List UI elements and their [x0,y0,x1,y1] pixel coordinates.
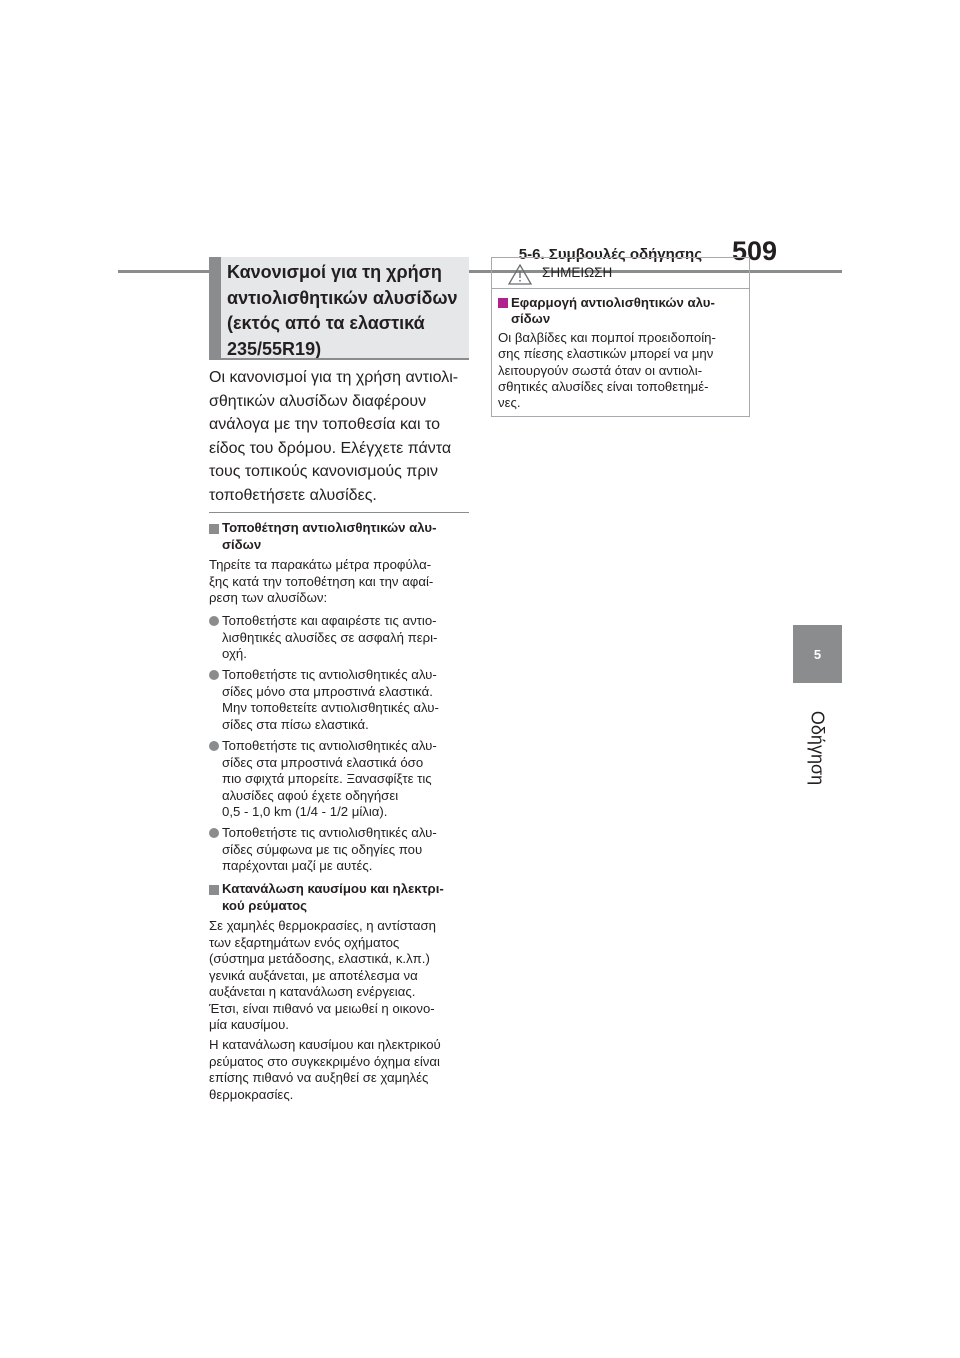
heading-line: (εκτός από τα ελαστικά [227,313,425,333]
subheading-line: σίδων [222,536,262,552]
bullet-line: σίδες μόνο στα μπροστινά ελαστικά. [222,683,433,699]
main-heading [209,257,469,358]
bullet-line: Τοποθετήστε και αφαιρέστε τις αντιο- [222,613,437,628]
note-subheading-line: σίδων [511,311,551,326]
note-body [498,330,716,411]
intro-line: Οι κανονισμοί για τη χρήση αντιολι- [209,369,459,386]
body-line: των εξαρτημάτων ενός οχήματος [209,934,400,950]
note-body-line: σης πίεσης ελαστικών μπορεί να μην [498,346,714,362]
bullet-item [209,825,437,875]
intro-paragraph [209,366,471,508]
body-line: θερμοκρασίες. [209,1086,294,1102]
note-subheading [498,295,715,327]
note-title: ΣΗΜΕΙΩΣΗ [542,265,613,280]
bullet-item [209,667,439,733]
body-line: (σύστημα μετάδοσης, ελαστικά, κ.λπ.) [209,951,430,966]
square-bullet-icon [498,298,508,308]
bullet-line: σίδες στα πίσω ελαστικά. [222,716,369,732]
bullet-line: αλυσίδες αφού έχετε οδηγήσει [222,787,399,803]
bullet-item [209,738,437,821]
fuel-paragraph-1 [209,918,436,1034]
subheading-fuel-consumption [209,881,444,914]
section-title: 5-6. Συμβουλές οδήγησης [518,246,702,263]
chapter-name: Οδήγηση [807,710,828,786]
body-line: ξης κατά την τοποθέτηση και την αφαί- [209,573,434,589]
warning-triangle-icon [508,264,532,285]
intro-line: σθητικών αλυσίδων διαφέρουν [209,392,427,410]
body-line: επίσης πιθανό να αυξηθεί σε χαμηλές [209,1070,429,1085]
heading-underline [209,358,469,360]
fuel-paragraph-2 [209,1037,441,1103]
body-line: Έτσι, είναι πιθανό να μειωθεί η οικονο- [209,1000,435,1016]
round-bullet-icon [209,741,219,751]
square-bullet-icon [209,524,219,534]
bullet-line: σίδες σύμφωνα με τις οδηγίες που [222,841,423,857]
heading-line: αντιολισθητικών αλυσίδων [227,287,458,308]
chain-fitting-intro [209,557,433,607]
chapter-number: 5 [813,646,822,662]
subheading-chain-fitting [209,520,436,553]
bullet-line: Τοποθετήστε τις αντιολισθητικές αλυ- [222,825,437,840]
subheading-line: κού ρεύματος [222,897,308,913]
bullet-line: Τοποθετήστε τις αντιολισθητικές αλυ- [222,738,437,753]
heading-line: Κανονισμοί για τη χρήση [227,262,442,282]
page-number: 509 [732,236,778,266]
intro-line: είδος του δρόμου. Ελέγχετε πάντα [209,439,452,457]
round-bullet-icon [209,828,219,838]
body-line: μία καυσίμου. [209,1017,289,1032]
note-body-line: σθητικές αλυσίδες είναι τοποθετημέ- [498,378,709,394]
bullet-line: παρέχονται μαζί με αυτές. [222,858,373,873]
bullet-line: σίδες στα μπροστινά ελαστικά όσο [222,754,424,770]
body-line: ρεση των αλυσίδων: [209,590,328,605]
intro-line: ανάλογα με την τοποθεσία και το [209,416,440,434]
note-body-line: λειτουργούν σωστά όταν οι αντιολι- [498,362,703,378]
body-line: Τηρείτε τα παρακάτω μέτρα προφύλα- [209,557,432,572]
intro-line: τους τοπικούς κανονισμούς πριν [209,463,438,481]
body-line: αυξάνεται η κατανάλωση ενέργειας. [209,984,416,999]
note-subheading-line: Εφαρμογή αντιολισθητικών αλυ- [511,295,715,310]
note-body-line: νες. [498,395,521,411]
section-divider [209,512,469,513]
chapter-tab [793,625,842,683]
square-bullet-icon [209,885,219,895]
body-line: ρεύματος στο συγκεκριμένο όχημα είναι [209,1053,440,1069]
bullet-line: πιο σφιχτά μπορείτε. Ξανασφίξτε τις [222,771,432,786]
round-bullet-icon [209,616,219,626]
bullet-line: οχή. [222,646,247,661]
note-body-line: Οι βαλβίδες και πομποί προειδοποίη- [498,330,716,345]
bullet-line: 0,5 - 1,0 km (1/4 - 1/2 μίλια). [222,804,388,819]
bullet-line: Μην τοποθετείτε αντιολισθητικές αλυ- [222,700,439,715]
intro-line: τοποθετήσετε αλυσίδες. [209,486,377,504]
subheading-line: Τοποθέτηση αντιολισθητικών αλυ- [222,520,437,535]
body-line: γενικά αυξάνεται, με αποτέλεσμα να [209,967,418,983]
bullet-line: λισθητικές αλυσίδες σε ασφαλή περι- [222,629,438,645]
heading-line: 235/55R19) [227,338,322,359]
body-line: Η κατανάλωση καυσίμου και ηλεκτρικού [209,1037,441,1052]
note-box [491,257,750,417]
round-bullet-icon [209,670,219,680]
note-header [492,258,749,289]
bullet-line: Τοποθετήστε τις αντιολισθητικές αλυ- [222,667,437,682]
subheading-line: Κατανάλωση καυσίμου και ηλεκτρι- [222,881,444,896]
body-line: Σε χαμηλές θερμοκρασίες, η αντίσταση [209,918,436,933]
bullet-item [209,613,437,663]
